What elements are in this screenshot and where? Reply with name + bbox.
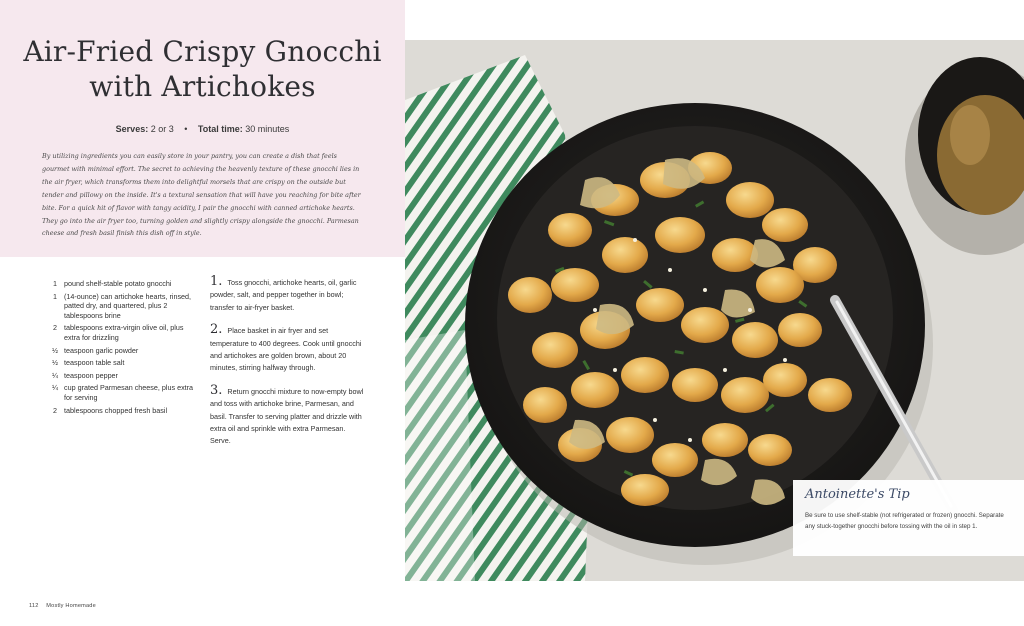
ingredient-text: tablespoons extra-virgin olive oil, plus extra for drizzling xyxy=(64,323,184,342)
tip-title: Antoinette's Tip xyxy=(805,487,910,502)
page-footer xyxy=(29,603,96,609)
ingredient-text: teaspoon garlic powder xyxy=(64,345,139,355)
ingredient-text: pound shelf-stable potato gnocchi xyxy=(64,279,172,288)
ingredient-text: teaspoon pepper xyxy=(64,370,118,380)
time-label: Total time: xyxy=(197,124,243,134)
ingredient-qty: ½ xyxy=(52,358,58,368)
recipe-intro: By utilizing ingredients you can easily store in your pantry, you can create a dish that feels gourmet with minimal effort. The secret to achieving the heavenly texture of these gnocchi lies in the air fryer, which transforms them into delightful morsels that are crispy on the outside but tender and pillowy on the inside. It's a textural sensation that will have you reaching for bite after bite. For a quick hit of flavor with tangy acidity, I pair the gnocchi with canned artichoke hearts. They go into the air fryer too, turning golden and slightly crispy alongside the gnocchi. Parmesan cheese and fresh basil finish this dish off in style. xyxy=(42,152,361,238)
ingredient-item xyxy=(46,279,198,289)
ingredient-item xyxy=(46,292,198,321)
ingredient-item xyxy=(46,383,198,402)
recipe-title xyxy=(0,34,405,104)
step-3 xyxy=(210,382,366,448)
ingredient-qty: ¼ xyxy=(52,383,58,393)
ingredient-qty: 1 xyxy=(53,279,57,288)
step-text: Place basket in air fryer and set temperature to 400 degrees. Cook until gnocchi and artichokes are golden brown, about 20 minutes, stirring halfway through. xyxy=(210,326,362,373)
step-number: 3. xyxy=(210,382,223,398)
ingredient-qty: 2 xyxy=(53,323,57,333)
ingredient-item xyxy=(46,358,198,368)
serves-value: 2 or 3 xyxy=(150,124,174,134)
book-title: Mostly Homemade xyxy=(46,603,96,609)
ingredient-item xyxy=(46,371,198,381)
step-2 xyxy=(210,324,366,375)
ingredient-text: teaspoon table salt xyxy=(64,358,125,368)
step-number: 1. xyxy=(210,274,223,289)
page-number: 112 xyxy=(29,603,39,609)
towel-fold xyxy=(405,330,475,581)
ingredient-qty: 1 xyxy=(53,291,57,301)
tip-body: Be sure to use shelf-stable (not refrigerated or frozen) gnocchi. Separate any stuck-together gnocchi before tossing with the oil in step 1. xyxy=(805,512,1004,530)
serves-label: Serves: xyxy=(115,124,149,134)
tip-box xyxy=(793,480,1024,556)
recipe-meta xyxy=(0,124,405,134)
instruction-steps xyxy=(210,276,366,458)
step-text: Toss gnocchi, artichoke hearts, oil, garlic powder, salt, and pepper together in bowl; transfer to air-fryer basket. xyxy=(210,278,357,312)
ingredient-qty: 2 xyxy=(53,405,57,415)
ingredient-item xyxy=(46,406,198,416)
ingredient-item xyxy=(46,346,198,356)
step-text: Return gnocchi mixture to now-empty bowl and toss with artichoke brine, Parmesan, and basil. Transfer to serving platter and drizzle with extra oil and sprinkle with extra Parmesan. Serve. xyxy=(210,386,364,446)
ingredient-item xyxy=(46,323,198,342)
recipe-title-line2: with Artichokes xyxy=(89,70,316,103)
time-value: 30 minutes xyxy=(245,124,290,134)
title-panel xyxy=(0,0,405,257)
step-number: 2. xyxy=(210,322,223,338)
ingredient-list xyxy=(46,279,198,418)
ingredient-text: tablespoons chopped fresh basil xyxy=(64,405,168,415)
ingredient-qty: ¼ xyxy=(52,370,58,380)
meta-separator: • xyxy=(184,124,188,134)
recipe-title-line1: Air-Fried Crispy Gnocchi xyxy=(23,35,382,68)
ingredient-text: cup grated Parmesan cheese, plus extra for serving xyxy=(64,383,194,402)
ingredient-text: (14-ounce) can artichoke hearts, rinsed, patted dry, and quartered, plus 2 tablespoons brine xyxy=(64,291,192,320)
step-1 xyxy=(210,276,366,314)
ingredient-qty: ½ xyxy=(52,345,58,355)
